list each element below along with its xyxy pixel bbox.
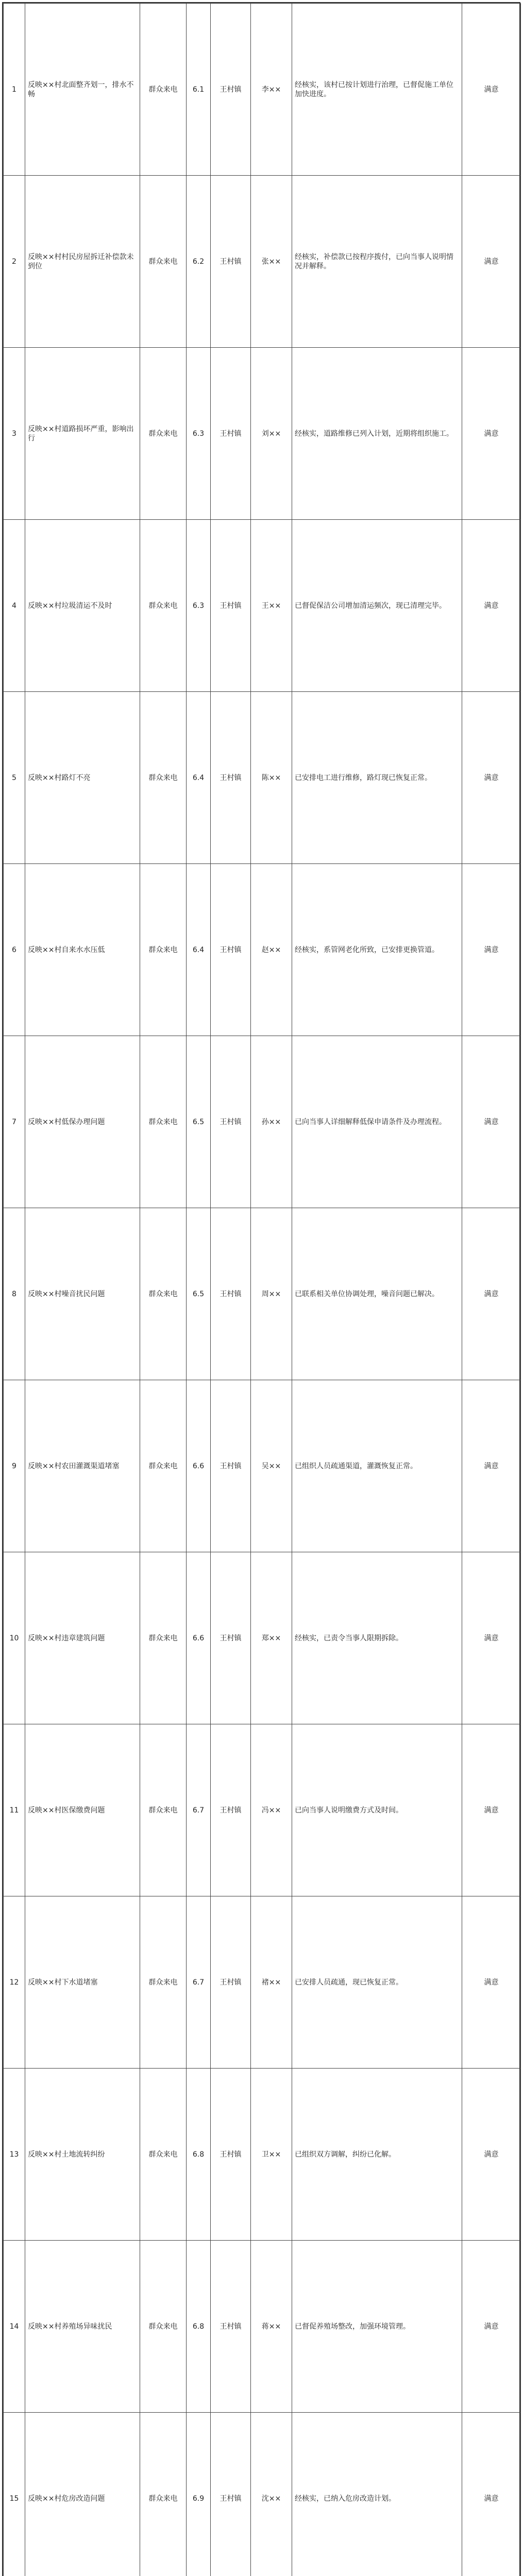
row-number: 14 — [4, 2241, 25, 2413]
handler-name: 沈×× — [251, 2413, 292, 2576]
satisfaction-status: 满意 — [462, 864, 521, 1036]
satisfaction-status: 满意 — [462, 2069, 521, 2241]
issue-category: 群众来电 — [140, 1896, 187, 2069]
row-number: 5 — [4, 692, 25, 864]
received-date: 6.7 — [187, 1724, 211, 1896]
responsible-town: 王村镇 — [211, 692, 251, 864]
handler-name: 郑×× — [251, 1552, 292, 1724]
handler-name: 褚×× — [251, 1896, 292, 2069]
issue-category: 群众来电 — [140, 2413, 187, 2576]
satisfaction-status: 满意 — [462, 1208, 521, 1380]
table-row — [4, 1208, 521, 1380]
handling-result: 经核实，已责令当事人限期拆除。 — [292, 1552, 462, 1724]
row-number: 6 — [4, 864, 25, 1036]
handling-result: 已组织人员疏通渠道，灌溉恢复正常。 — [292, 1380, 462, 1552]
satisfaction-status: 满意 — [462, 1552, 521, 1724]
issue-content: 反映××村噪音扰民问题 — [25, 1208, 140, 1380]
responsible-town: 王村镇 — [211, 2241, 251, 2413]
satisfaction-status: 满意 — [462, 348, 521, 520]
responsible-town: 王村镇 — [211, 4, 251, 176]
table-row — [4, 864, 521, 1036]
issue-content: 反映××村低保办理问题 — [25, 1036, 140, 1208]
responsible-town: 王村镇 — [211, 348, 251, 520]
complaint-table — [3, 3, 521, 2576]
handling-result: 已督促保洁公司增加清运频次，现已清理完毕。 — [292, 520, 462, 692]
table-row — [4, 2413, 521, 2576]
handling-result: 经核实，该村已按计划进行治理，已督促施工单位加快进度。 — [292, 4, 462, 176]
handler-name: 李×× — [251, 4, 292, 176]
satisfaction-status: 满意 — [462, 1724, 521, 1896]
received-date: 6.3 — [187, 348, 211, 520]
row-number: 4 — [4, 520, 25, 692]
satisfaction-status: 满意 — [462, 692, 521, 864]
received-date: 6.5 — [187, 1208, 211, 1380]
handler-name: 吴×× — [251, 1380, 292, 1552]
satisfaction-status: 满意 — [462, 4, 521, 176]
issue-category: 群众来电 — [140, 1208, 187, 1380]
responsible-town: 王村镇 — [211, 2413, 251, 2576]
issue-content: 反映××村土地流转纠纷 — [25, 2069, 140, 2241]
handler-name: 孙×× — [251, 1036, 292, 1208]
handling-result: 已向当事人说明缴费方式及时间。 — [292, 1724, 462, 1896]
responsible-town: 王村镇 — [211, 1036, 251, 1208]
handling-result: 经核实，系管网老化所致，已安排更换管道。 — [292, 864, 462, 1036]
responsible-town: 王村镇 — [211, 2069, 251, 2241]
issue-content: 反映××村村民房屋拆迁补偿款未到位 — [25, 176, 140, 348]
handling-result: 经核实，已纳入危房改造计划。 — [292, 2413, 462, 2576]
row-number: 2 — [4, 176, 25, 348]
issue-category: 群众来电 — [140, 2069, 187, 2241]
table-row — [4, 1724, 521, 1896]
table-row — [4, 176, 521, 348]
handler-name: 陈×× — [251, 692, 292, 864]
row-number: 1 — [4, 4, 25, 176]
issue-category: 群众来电 — [140, 176, 187, 348]
issue-category: 群众来电 — [140, 1552, 187, 1724]
issue-content: 反映××村自来水水压低 — [25, 864, 140, 1036]
handler-name: 蒋×× — [251, 2241, 292, 2413]
received-date: 6.2 — [187, 176, 211, 348]
responsible-town: 王村镇 — [211, 1380, 251, 1552]
table-row — [4, 2241, 521, 2413]
row-number: 7 — [4, 1036, 25, 1208]
row-number: 8 — [4, 1208, 25, 1380]
received-date: 6.3 — [187, 520, 211, 692]
table-row — [4, 1036, 521, 1208]
complaint-table-body — [4, 4, 521, 2576]
issue-content: 反映××村农田灌溉渠道堵塞 — [25, 1380, 140, 1552]
responsible-town: 王村镇 — [211, 864, 251, 1036]
issue-content: 反映××村违章建筑问题 — [25, 1552, 140, 1724]
issue-content: 反映××村养殖场异味扰民 — [25, 2241, 140, 2413]
issue-content: 反映××村路灯不亮 — [25, 692, 140, 864]
issue-content: 反映××村北面整齐划一，排水不畅 — [25, 4, 140, 176]
table-row — [4, 2069, 521, 2241]
received-date: 6.5 — [187, 1036, 211, 1208]
issue-category: 群众来电 — [140, 2241, 187, 2413]
row-number: 12 — [4, 1896, 25, 2069]
handling-result: 已向当事人详细解释低保申请条件及办理流程。 — [292, 1036, 462, 1208]
handler-name: 张×× — [251, 176, 292, 348]
received-date: 6.8 — [187, 2069, 211, 2241]
received-date: 6.8 — [187, 2241, 211, 2413]
row-number: 15 — [4, 2413, 25, 2576]
table-row — [4, 1552, 521, 1724]
table-row — [4, 692, 521, 864]
responsible-town: 王村镇 — [211, 1724, 251, 1896]
table-row — [4, 4, 521, 176]
handler-name: 刘×× — [251, 348, 292, 520]
handling-result: 已组织双方调解，纠纷已化解。 — [292, 2069, 462, 2241]
row-number: 11 — [4, 1724, 25, 1896]
issue-content: 反映××村道路损坏严重，影响出行 — [25, 348, 140, 520]
handler-name: 冯×× — [251, 1724, 292, 1896]
issue-category: 群众来电 — [140, 1724, 187, 1896]
satisfaction-status: 满意 — [462, 520, 521, 692]
issue-content: 反映××村医保缴费问题 — [25, 1724, 140, 1896]
satisfaction-status: 满意 — [462, 1036, 521, 1208]
satisfaction-status: 满意 — [462, 176, 521, 348]
received-date: 6.6 — [187, 1380, 211, 1552]
handling-result: 已安排电工进行维修，路灯现已恢复正常。 — [292, 692, 462, 864]
received-date: 6.4 — [187, 864, 211, 1036]
satisfaction-status: 满意 — [462, 1380, 521, 1552]
handler-name: 周×× — [251, 1208, 292, 1380]
issue-category: 群众来电 — [140, 864, 187, 1036]
received-date: 6.9 — [187, 2413, 211, 2576]
issue-category: 群众来电 — [140, 4, 187, 176]
table-row — [4, 348, 521, 520]
complaint-sheet — [2, 2, 520, 2576]
table-row — [4, 1896, 521, 2069]
handling-result: 已联系相关单位协调处理，噪音问题已解决。 — [292, 1208, 462, 1380]
table-row — [4, 520, 521, 692]
received-date: 6.7 — [187, 1896, 211, 2069]
handling-result: 经核实，道路维修已列入计划，近期将组织施工。 — [292, 348, 462, 520]
responsible-town: 王村镇 — [211, 1896, 251, 2069]
issue-category: 群众来电 — [140, 520, 187, 692]
responsible-town: 王村镇 — [211, 1552, 251, 1724]
issue-category: 群众来电 — [140, 1380, 187, 1552]
satisfaction-status: 满意 — [462, 2413, 521, 2576]
row-number: 3 — [4, 348, 25, 520]
issue-category: 群众来电 — [140, 348, 187, 520]
handler-name: 卫×× — [251, 2069, 292, 2241]
issue-category: 群众来电 — [140, 692, 187, 864]
received-date: 6.6 — [187, 1552, 211, 1724]
issue-content: 反映××村危房改造问题 — [25, 2413, 140, 2576]
satisfaction-status: 满意 — [462, 2241, 521, 2413]
row-number: 13 — [4, 2069, 25, 2241]
satisfaction-status: 满意 — [462, 1896, 521, 2069]
issue-content: 反映××村垃圾清运不及时 — [25, 520, 140, 692]
handling-result: 经核实，补偿款已按程序拨付，已向当事人说明情况并解释。 — [292, 176, 462, 348]
handler-name: 王×× — [251, 520, 292, 692]
row-number: 10 — [4, 1552, 25, 1724]
row-number: 9 — [4, 1380, 25, 1552]
issue-content: 反映××村下水道堵塞 — [25, 1896, 140, 2069]
received-date: 6.4 — [187, 692, 211, 864]
responsible-town: 王村镇 — [211, 1208, 251, 1380]
responsible-town: 王村镇 — [211, 520, 251, 692]
received-date: 6.1 — [187, 4, 211, 176]
responsible-town: 王村镇 — [211, 176, 251, 348]
issue-category: 群众来电 — [140, 1036, 187, 1208]
handling-result: 已督促养殖场整改，加强环境管理。 — [292, 2241, 462, 2413]
table-row — [4, 1380, 521, 1552]
handler-name: 赵×× — [251, 864, 292, 1036]
handling-result: 已安排人员疏通，现已恢复正常。 — [292, 1896, 462, 2069]
